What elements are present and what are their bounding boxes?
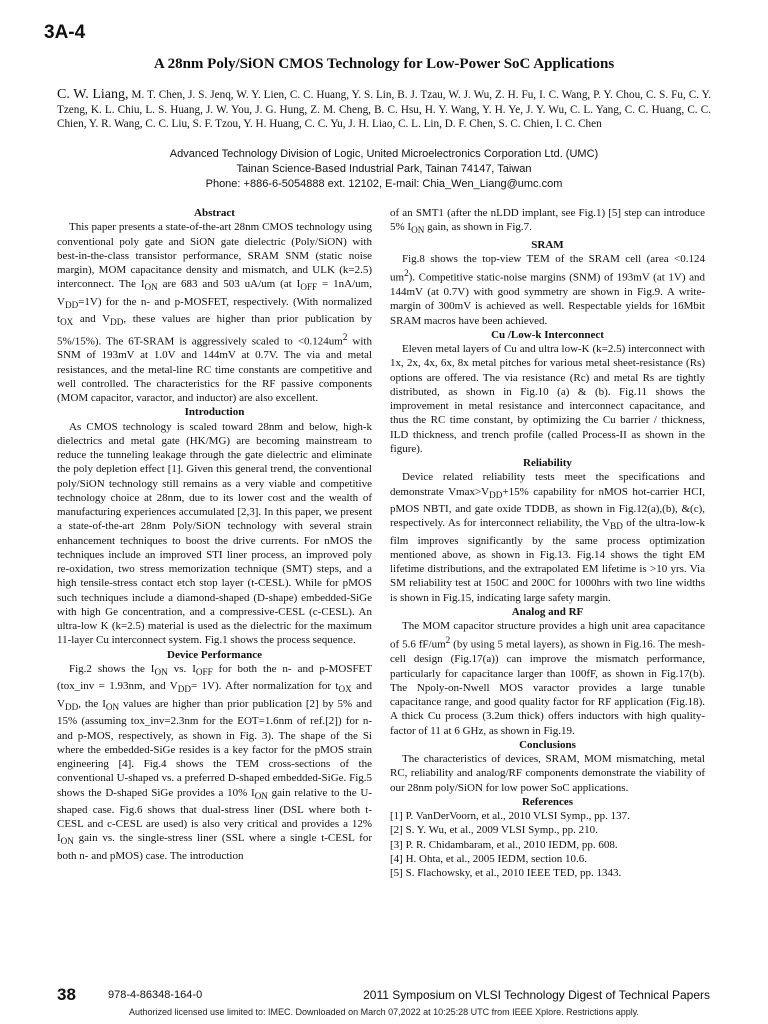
affiliation-address: Tainan Science-Based Industrial Park, Tainan 74147, Taiwan [236,163,532,175]
references-heading: References [521,795,574,808]
page-footer [0,985,768,1009]
interconnect-text: Eleven metal layers of Cu and ultra low-K (k=2.5) interconnect with 1x, 2x, 4x, 6x, 8x metal pitches for various metal sheet-resistance (Rs) options are offered. The via resistance (Rc) and metal Rs are tightly distributed, as shown in Fig.10 (a) & (b). Fig.11 shows the improvement in metal resistance and interconnect capacitance, and thus the RC time constant, by optimizing the Cu barrier / thickness, ILD thickness, and trench profile (called Process-II as shown in the figure). [390,343,705,455]
device-performance-heading: Device Performance [167,648,262,661]
conference-name: 2011 Symposium on VLSI Technology Digest of Technical Papers [363,988,710,1002]
introduction-heading: Introduction [184,406,245,419]
device-performance-continued: of an SMT1 (after the nLDD implant, see Fig.1) [5] step can introduce 5% $I_{ON}$ gain, as shown in Fig.7. [390,207,705,236]
affiliation-org: Advanced Technology Division of Logic, United Microelectronics Corporation Ltd. (UMC) [169,148,599,160]
reference-item: [1] P. VanDerVoorn, et al., 2010 VLSI Symp., pp. 137. [390,810,630,823]
analog-rf-heading: Analog and RF [511,605,584,618]
lead-author: C. W. Liang, [57,87,129,102]
reference-item: [5] S. Flachowsky, et al., 2010 IEEE TED, pp. 1343. [390,867,622,880]
reference-list [390,809,705,880]
conclusions-text: The characteristics of devices, SRAM, MOM mismatching, metal RC, reliability and analog/RF components demonstrate the viability of our 28nm poly/SiON for low power SoC applications. [390,753,705,794]
reference-item: [2] S. Y. Wu, et al., 2009 VLSI Symp., pp. 210. [390,824,598,837]
affiliation-contact: Phone: +886-6-5054888 ext. 12102, E-mail: Chia_Wen_Liang@umc.com [205,178,563,190]
device-performance-text: Fig.2 shows the $I_{ON}$ vs. $I_{OFF}$ for both the n- and p-MOSFET (tox_inv = 1.93nm, and $V_{DD}= 1V$). After normalization for $t_{OX}$ and $V_{DD}$, the $I_{ON}$ values are higher than prior publication [2] by 5% and 15% (assuming tox_inv=2.3nm for the EOT=1.6nm of ref.[2]) for n- and p-MOS, respectively, as shown in Fig. 3). The shape of the Si where the embedded-SiGe resides is a key factor for the pMOS strain engineering [4]. Fig.4 shows the TEM cross-sections of the conventional U-shaped vs. a preferred D-shaped embedded-SiGe. Fig.5 shows the D-shaped SiGe provides a 10% $I_{ON}$ gain relative to the U-shaped case. Fig.6 shows that dual-stress liner (DSL where both t-CESL and c-CESL are used) is also very critical and provides a 12% $I_{ON}$ gain vs. the single-stress liner (SSL where a single t-CESL for both n- and pMOS) case. The introduction [57,662,373,862]
session-id: 3A-4 [44,22,86,43]
page-number: 38 [57,985,76,1004]
sram-text: Fig.8 shows the top-view TEM of the SRAM cell (area <0.124 $um^2$). Competitive static-noise margins (SNM) of 193mV (at 1V) and 144mV (at 0.7V) with good symmetry are shown in Fig.9. A write-margin of 300mV is achieved as well. Respectable yields for 16Mbit SRAM macros have been achieved. [390,252,705,327]
sram-heading: SRAM [531,238,564,251]
license-notice: Authorized licensed use limited to: IMEC. Downloaded on March 07,2022 at 10:25:28 UTC from IEEE Xplore. Restrictions apply. [128,1007,640,1017]
abstract-heading: Abstract [194,207,235,219]
reference-item: [4] H. Ohta, et al., 2005 IEDM, section 10.6. [390,852,588,865]
co-authors: M. T. Chen, J. S. Jenq, W. Y. Lien, C. C. Huang, Y. S. Lin, B. J. Tzau, W. J. Wu, Z. H. Fu, I. C. Wang, P. Y. Chou, C. S. Fu, C. Y. Tzeng, K. L. Chiu, L. S. Huang, J. W. You, J. G. Hung, Z. M. Cheng, B. C. Hsu, H. Y. Wang, Y. H. Ye, J. Y. Wu, C. L. Yang, C. C. Huang, C. C. Chien, Y. R. Wang, C. C. Liu, S. F. Tzou, Y. H. Huang, C. C. Yu, J. H. Liao, C. L. Lin, D. F. Chen, S. C. Chien, I. C. Chen [57,89,711,131]
abstract-text: This paper presents a state-of-the-art 28nm CMOS technology using conventional poly gate and SiON gate dielectric (Poly/SiON) with best-in-the-class transistor performance, SRAM SNM (static noise margin), MOM capacitance density and mismatch, and ULK (k=2.5) interconnect. The $I_{ON}$ are 683 and 503 uA/um (at $I_{OFF} = 1nA/um$, $V_{DD}=1V$) for the n- and p-MOSFET, respectively. (With normalized $t_{OX}$ and $V_{DD}$, these values are higher than prior publication by 5%/15%). The 6T-SRAM is aggressively scaled to $<0.124um^2$ with SNM of 193mV at 1.0V and 144mV at 0.7V. The via and metal resistances, and the metal-line RC time constants are competitive and well controlled. The characteristics for the RF passive components (MOM capacitor, varactor, and inductor) are also excellent. [57,221,372,405]
affiliation [0,147,768,192]
left-column [57,206,372,863]
conclusions-heading: Conclusions [519,738,576,751]
author-list [57,88,711,132]
right-column [390,206,705,880]
paper-title: A 28nm Poly/SiON CMOS Technology for Low-Power SoC Applications [153,56,615,72]
analog-rf-text: The MOM capacitor structure provides a high unit area capacitance of 5.6 $fF/um^2$ (by using 5 metal layers), as shown in Fig.16. The mesh-cell design (Fig.17(a)) can improve the mismatch performance, particularly for capacitance larger than 100fF, as shown in Fig.17(b). The Npoly-on-Nwell MOS varactor provides a large tunable capacitance range, and good quality factor for RF application (Fig.18). A thick Cu process (3.2um thick) offers inductors with high quality-factor of 11 at 6 GHz, as shown in Fig.19. [390,620,705,737]
interconnect-heading: Cu /Low-k Interconnect [491,328,604,341]
reliability-heading: Reliability [523,457,572,470]
introduction-text: As CMOS technology is scaled toward 28nm and below, high-k dielectrics and metal gate (HK/MG) are becoming mainstream to reduce the tunneling leakage through the gate dielectric and eliminate the poly depletion effect [1]. Given this general trend, the conventional poly/SiON technology still remains as a very viable and competitive technology choice at 28nm, due to its lower cost and the wealth of manufacturing experiences accumulated [2,3]. In this paper, we present a state-of-the-art 28nm Poly/SiON technology with several strain enhancement techniques to boost the drive currents. For nMOS the techniques include an improved STI liner process, an improved poly re-oxidation, two stress memorization technique (SMT) steps, and a high tensile-stress contact etch stop layer (t-CESL). While for pMOS such techniques include a diamond-shaped (D-shape) embedded-SiGe with high Ge concentration, and a compressive-CESL (c-CESL). An ultra-low K (k=2.5) material is used as the dielectric for the maximum 11-layer Cu interconnect system. Fig.1 shows the process sequence. [57,420,372,647]
reliability-text: Device related reliability tests meet the specifications and demonstrate $Vmax>V_{DD}+15\%$ capability for nMOS hot-carrier HCI, pMOS NBTI, and gate oxide TDDB, as shown in Fig.12(a),(b), &(c), respectively. As for interconnect reliability, the $V_{BD}$ of the ultra-low-k film improves significantly by the same process optimization mentioned above, as shown in Fig.13. Fig.14 shows the tight EM lifetime distributions, and the extrapolated EM lifetime is >10 yrs. Via SM reliability test at 150C and 200C for 1000hrs with two line widths is shown in Fig.15, indicating large safety margin. [390,471,706,604]
reference-item: [3] P. R. Chidambaram, et al., 2010 IEDM, pp. 608. [390,838,618,851]
isbn: 978-4-86348-164-0 [108,989,203,1001]
